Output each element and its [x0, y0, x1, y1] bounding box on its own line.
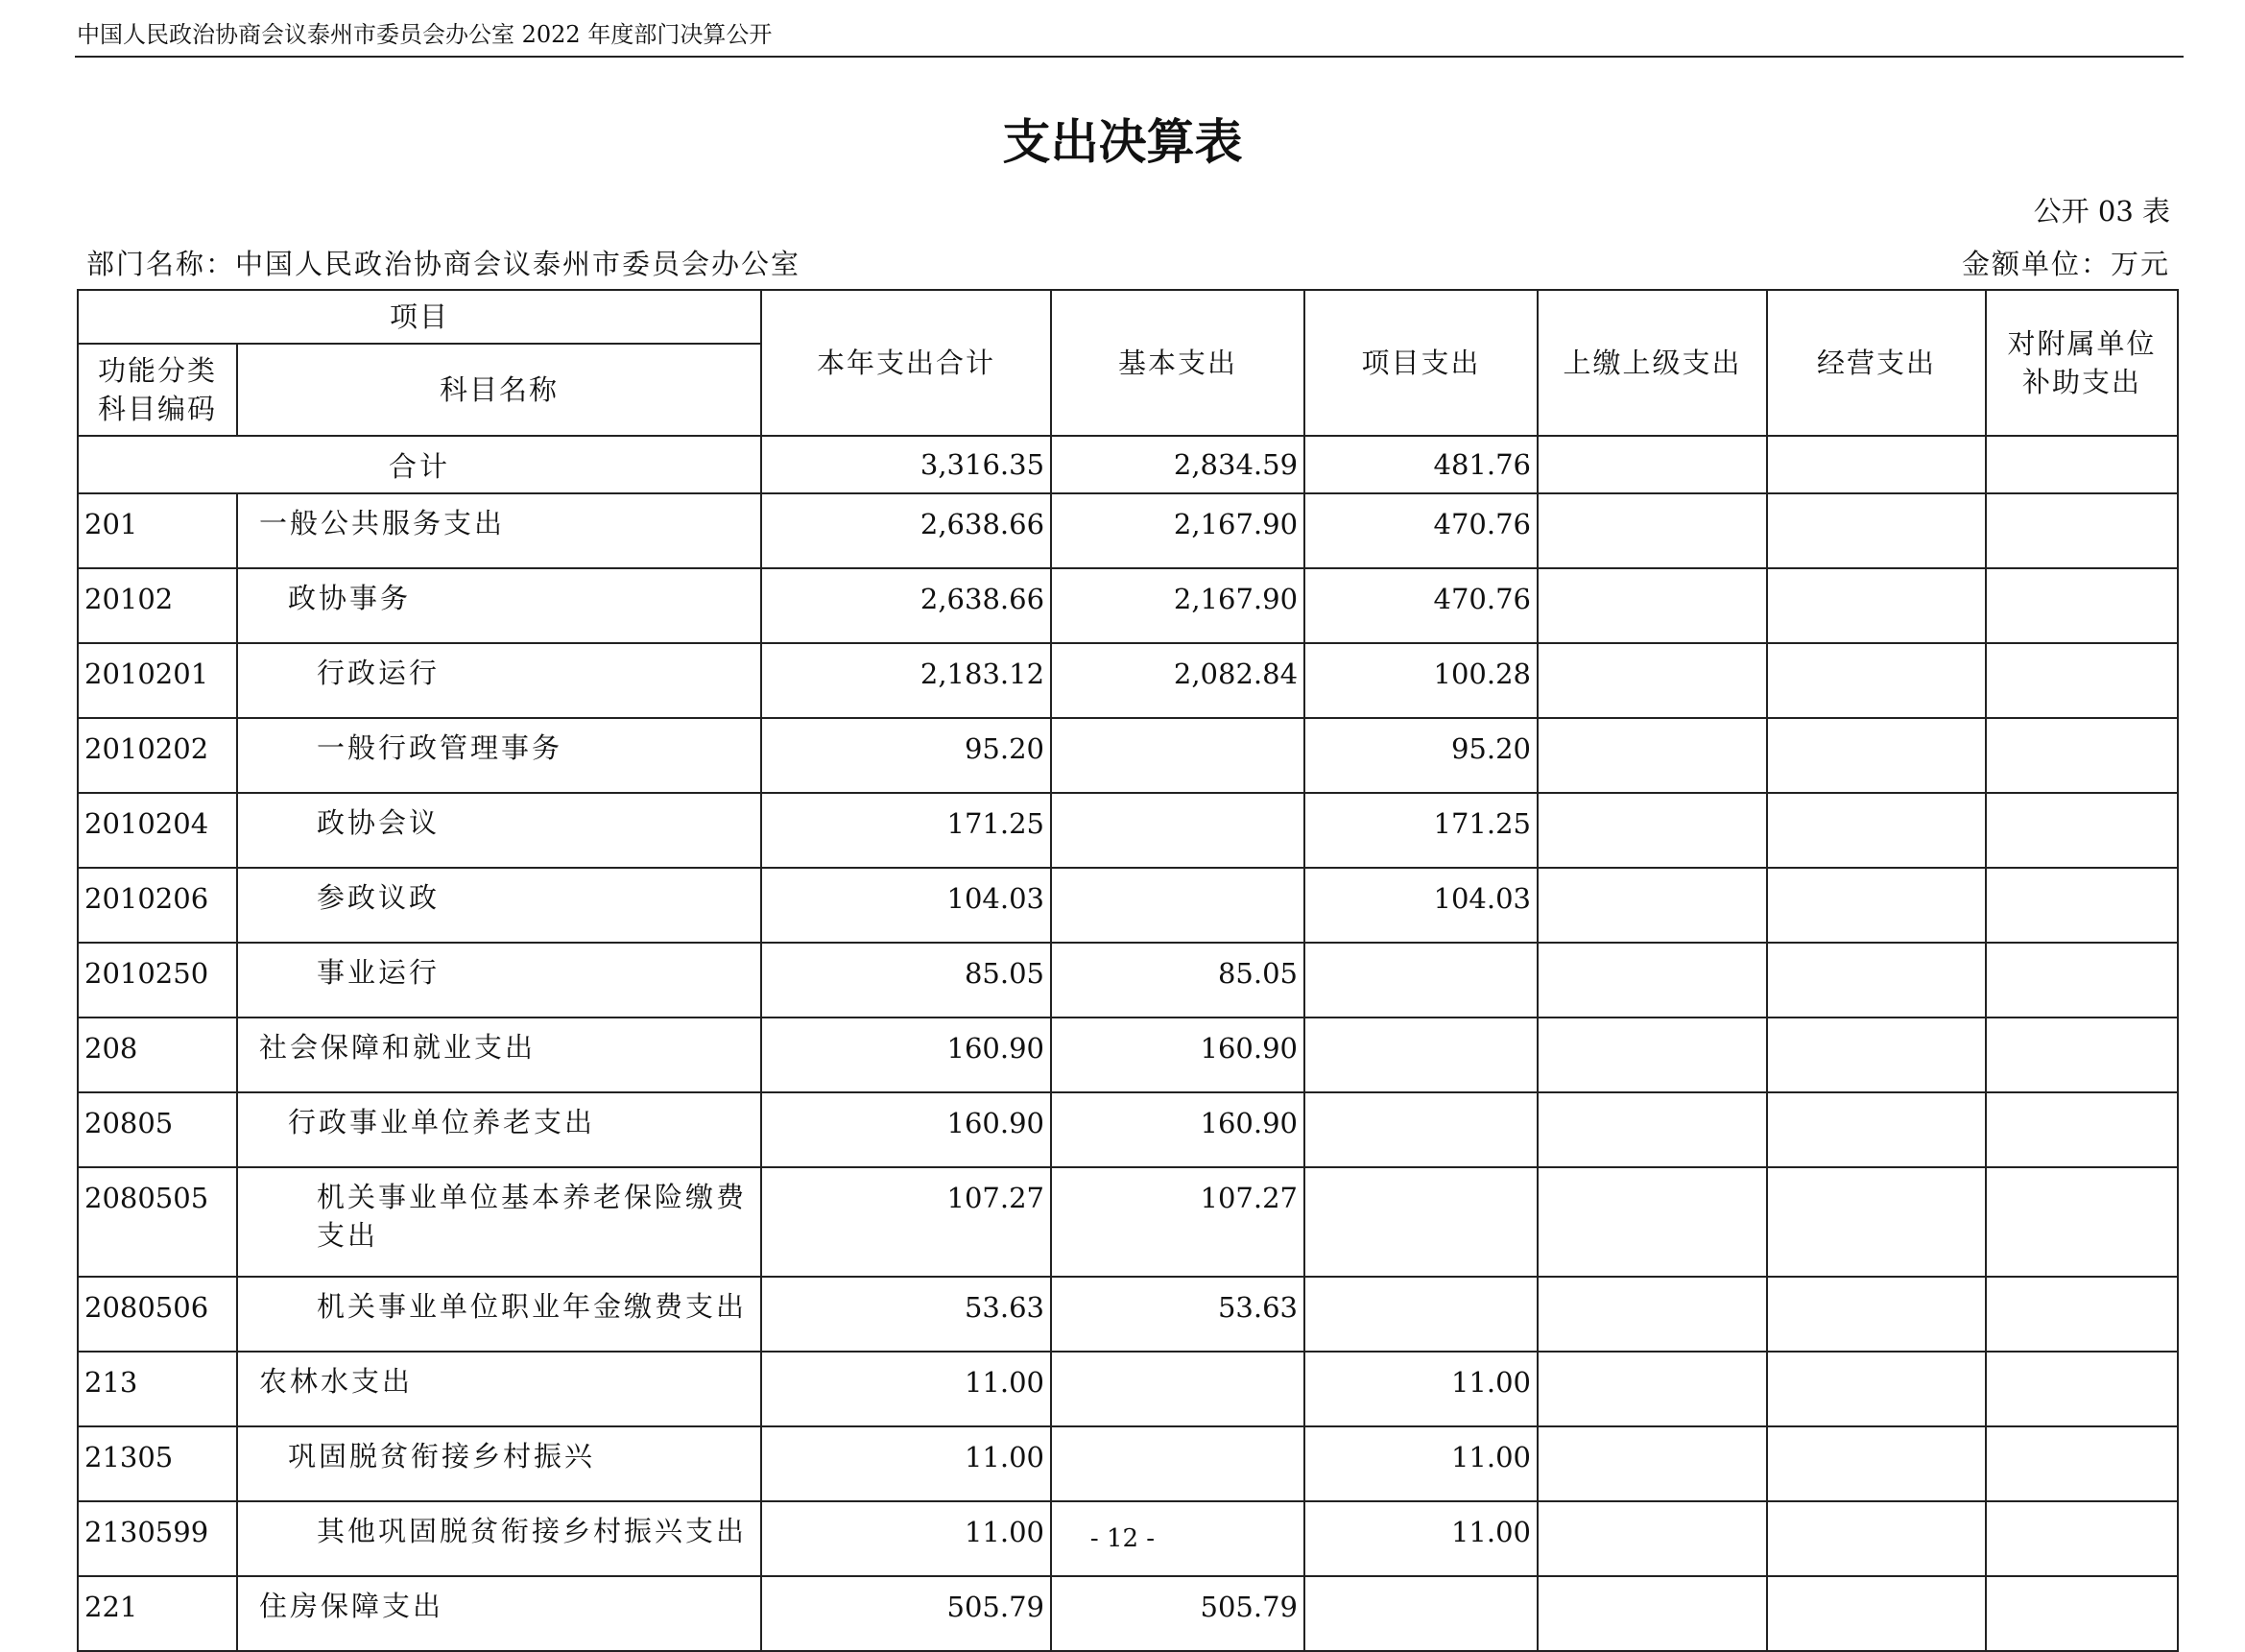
row-basic: 505.79: [1051, 1576, 1304, 1651]
row-code: 213: [78, 1352, 237, 1426]
row-operation: [1767, 1092, 1986, 1167]
table-row: [78, 1092, 2178, 1167]
row-name: 其他巩固脱贫衔接乡村振兴支出: [237, 1501, 761, 1576]
row-subsidy: [1986, 568, 2178, 643]
row-code: 20102: [78, 568, 237, 643]
row-code: 2010202: [78, 718, 237, 793]
row-total: 160.90: [761, 1018, 1051, 1092]
row-project: 470.76: [1304, 568, 1538, 643]
total-subsidy: [1986, 436, 2178, 493]
table-row: [78, 1167, 2178, 1277]
row-project: [1304, 943, 1538, 1018]
row-total: 11.00: [761, 1426, 1051, 1501]
total-upper: [1538, 436, 1767, 493]
row-name: 一般公共服务支出: [237, 493, 761, 568]
row-basic: [1051, 1426, 1304, 1501]
table-row: [78, 943, 2178, 1018]
header-upper: 上缴上级支出: [1538, 290, 1767, 436]
row-upper: [1538, 1426, 1767, 1501]
row-operation: [1767, 643, 1986, 718]
row-basic: 85.05: [1051, 943, 1304, 1018]
table-row: [78, 1426, 2178, 1501]
row-project: 11.00: [1304, 1501, 1538, 1576]
row-operation: [1767, 493, 1986, 568]
row-operation: [1767, 1167, 1986, 1277]
row-project: 95.20: [1304, 718, 1538, 793]
amount-unit: 金额单位：万元: [1961, 248, 2170, 280]
row-code: 2010250: [78, 943, 237, 1018]
row-subsidy: [1986, 1277, 2178, 1352]
row-subsidy: [1986, 1092, 2178, 1167]
row-basic: 107.27: [1051, 1167, 1304, 1277]
form-number: 公开 03 表: [2033, 195, 2170, 227]
row-operation: [1767, 868, 1986, 943]
row-total: 171.25: [761, 793, 1051, 868]
department-name: 部门名称：中国人民政治协商会议泰州市委员会办公室: [86, 248, 801, 280]
row-total: 2,638.66: [761, 493, 1051, 568]
header-total: 本年支出合计: [761, 290, 1051, 436]
row-name: 社会保障和就业支出: [237, 1018, 761, 1092]
page-number: - 12 -: [1089, 1524, 1156, 1553]
row-subsidy: [1986, 868, 2178, 943]
row-total: 505.79: [761, 1576, 1051, 1651]
row-basic: 2,082.84: [1051, 643, 1304, 718]
row-operation: [1767, 568, 1986, 643]
table-row: [78, 1018, 2178, 1092]
row-project: 470.76: [1304, 493, 1538, 568]
row-basic: [1051, 718, 1304, 793]
row-basic: 160.90: [1051, 1092, 1304, 1167]
row-basic: 2,167.90: [1051, 493, 1304, 568]
total-label: 合计: [78, 436, 761, 493]
row-upper: [1538, 1167, 1767, 1277]
row-operation: [1767, 1277, 1986, 1352]
row-subsidy: [1986, 943, 2178, 1018]
row-name: 机关事业单位基本养老保险缴费支出: [237, 1167, 761, 1277]
row-upper: [1538, 1277, 1767, 1352]
row-operation: [1767, 943, 1986, 1018]
row-operation: [1767, 1018, 1986, 1092]
row-subsidy: [1986, 793, 2178, 868]
row-name: 政协会议: [237, 793, 761, 868]
row-code: 2010206: [78, 868, 237, 943]
row-basic: [1051, 1352, 1304, 1426]
row-name: 政协事务: [237, 568, 761, 643]
running-header: 中国人民政治协商会议泰州市委员会办公室 2022 年度部门决算公开: [77, 21, 773, 48]
row-basic: 2,167.90: [1051, 568, 1304, 643]
row-operation: [1767, 793, 1986, 868]
expense-table: [77, 289, 2179, 1652]
table-row: [78, 793, 2178, 868]
row-code: 2010201: [78, 643, 237, 718]
row-code: 208: [78, 1018, 237, 1092]
row-name: 农林水支出: [237, 1352, 761, 1426]
row-subsidy: [1986, 1426, 2178, 1501]
total-total: 3,316.35: [761, 436, 1051, 493]
header-operation: 经营支出: [1767, 290, 1986, 436]
row-code: 201: [78, 493, 237, 568]
header-basic: 基本支出: [1051, 290, 1304, 436]
header-code: 功能分类 科目编码: [78, 344, 237, 436]
table-row: [78, 493, 2178, 568]
row-total: 104.03: [761, 868, 1051, 943]
row-total: 2,638.66: [761, 568, 1051, 643]
table-row: [78, 568, 2178, 643]
row-subsidy: [1986, 718, 2178, 793]
row-project: 104.03: [1304, 868, 1538, 943]
row-upper: [1538, 1092, 1767, 1167]
header-project: 项目支出: [1304, 290, 1538, 436]
row-code: 21305: [78, 1426, 237, 1501]
row-project: 11.00: [1304, 1352, 1538, 1426]
row-name: 一般行政管理事务: [237, 718, 761, 793]
row-subsidy: [1986, 1167, 2178, 1277]
row-upper: [1538, 868, 1767, 943]
row-project: 100.28: [1304, 643, 1538, 718]
row-project: [1304, 1092, 1538, 1167]
row-upper: [1538, 718, 1767, 793]
row-upper: [1538, 1018, 1767, 1092]
row-total: 95.20: [761, 718, 1051, 793]
row-upper: [1538, 493, 1767, 568]
table-row: [78, 718, 2178, 793]
header-name: 科目名称: [237, 344, 761, 436]
row-basic: 53.63: [1051, 1277, 1304, 1352]
row-name: 行政运行: [237, 643, 761, 718]
table-row: [78, 868, 2178, 943]
row-total: 160.90: [761, 1092, 1051, 1167]
row-total: 11.00: [761, 1501, 1051, 1576]
row-name: 行政事业单位养老支出: [237, 1092, 761, 1167]
row-total: 11.00: [761, 1352, 1051, 1426]
total-basic: 2,834.59: [1051, 436, 1304, 493]
total-row: [78, 436, 2178, 493]
row-name: 机关事业单位职业年金缴费支出: [237, 1277, 761, 1352]
row-total: 85.05: [761, 943, 1051, 1018]
row-basic: [1051, 793, 1304, 868]
row-operation: [1767, 718, 1986, 793]
row-code: 221: [78, 1576, 237, 1651]
row-upper: [1538, 568, 1767, 643]
header-item: 项目: [78, 290, 761, 344]
row-operation: [1767, 1426, 1986, 1501]
table-row: [78, 1277, 2178, 1352]
row-project: [1304, 1277, 1538, 1352]
row-code: 2130599: [78, 1501, 237, 1576]
row-project: 171.25: [1304, 793, 1538, 868]
row-upper: [1538, 1352, 1767, 1426]
row-code: 2080505: [78, 1167, 237, 1277]
total-project: 481.76: [1304, 436, 1538, 493]
row-code: 2010204: [78, 793, 237, 868]
row-upper: [1538, 643, 1767, 718]
row-code: 2080506: [78, 1277, 237, 1352]
row-basic: [1051, 868, 1304, 943]
row-name: 巩固脱贫衔接乡村振兴: [237, 1426, 761, 1501]
row-basic: 160.90: [1051, 1018, 1304, 1092]
row-name: 参政议政: [237, 868, 761, 943]
row-upper: [1538, 943, 1767, 1018]
row-subsidy: [1986, 1352, 2178, 1426]
row-project: [1304, 1018, 1538, 1092]
table-row: [78, 643, 2178, 718]
row-subsidy: [1986, 493, 2178, 568]
row-total: 53.63: [761, 1277, 1051, 1352]
row-code: 20805: [78, 1092, 237, 1167]
page-title: 支出决算表: [1002, 114, 1243, 170]
row-name: 住房保障支出: [237, 1576, 761, 1651]
header-rule: [75, 56, 2184, 58]
header-subsidy: 对附属单位 补助支出: [1986, 290, 2178, 436]
row-project: 11.00: [1304, 1426, 1538, 1501]
row-subsidy: [1986, 1018, 2178, 1092]
row-operation: [1767, 1352, 1986, 1426]
row-subsidy: [1986, 643, 2178, 718]
row-upper: [1538, 793, 1767, 868]
total-operation: [1767, 436, 1986, 493]
row-name: 事业运行: [237, 943, 761, 1018]
row-total: 2,183.12: [761, 643, 1051, 718]
row-total: 107.27: [761, 1167, 1051, 1277]
table-row: [78, 1352, 2178, 1426]
row-project: [1304, 1167, 1538, 1277]
